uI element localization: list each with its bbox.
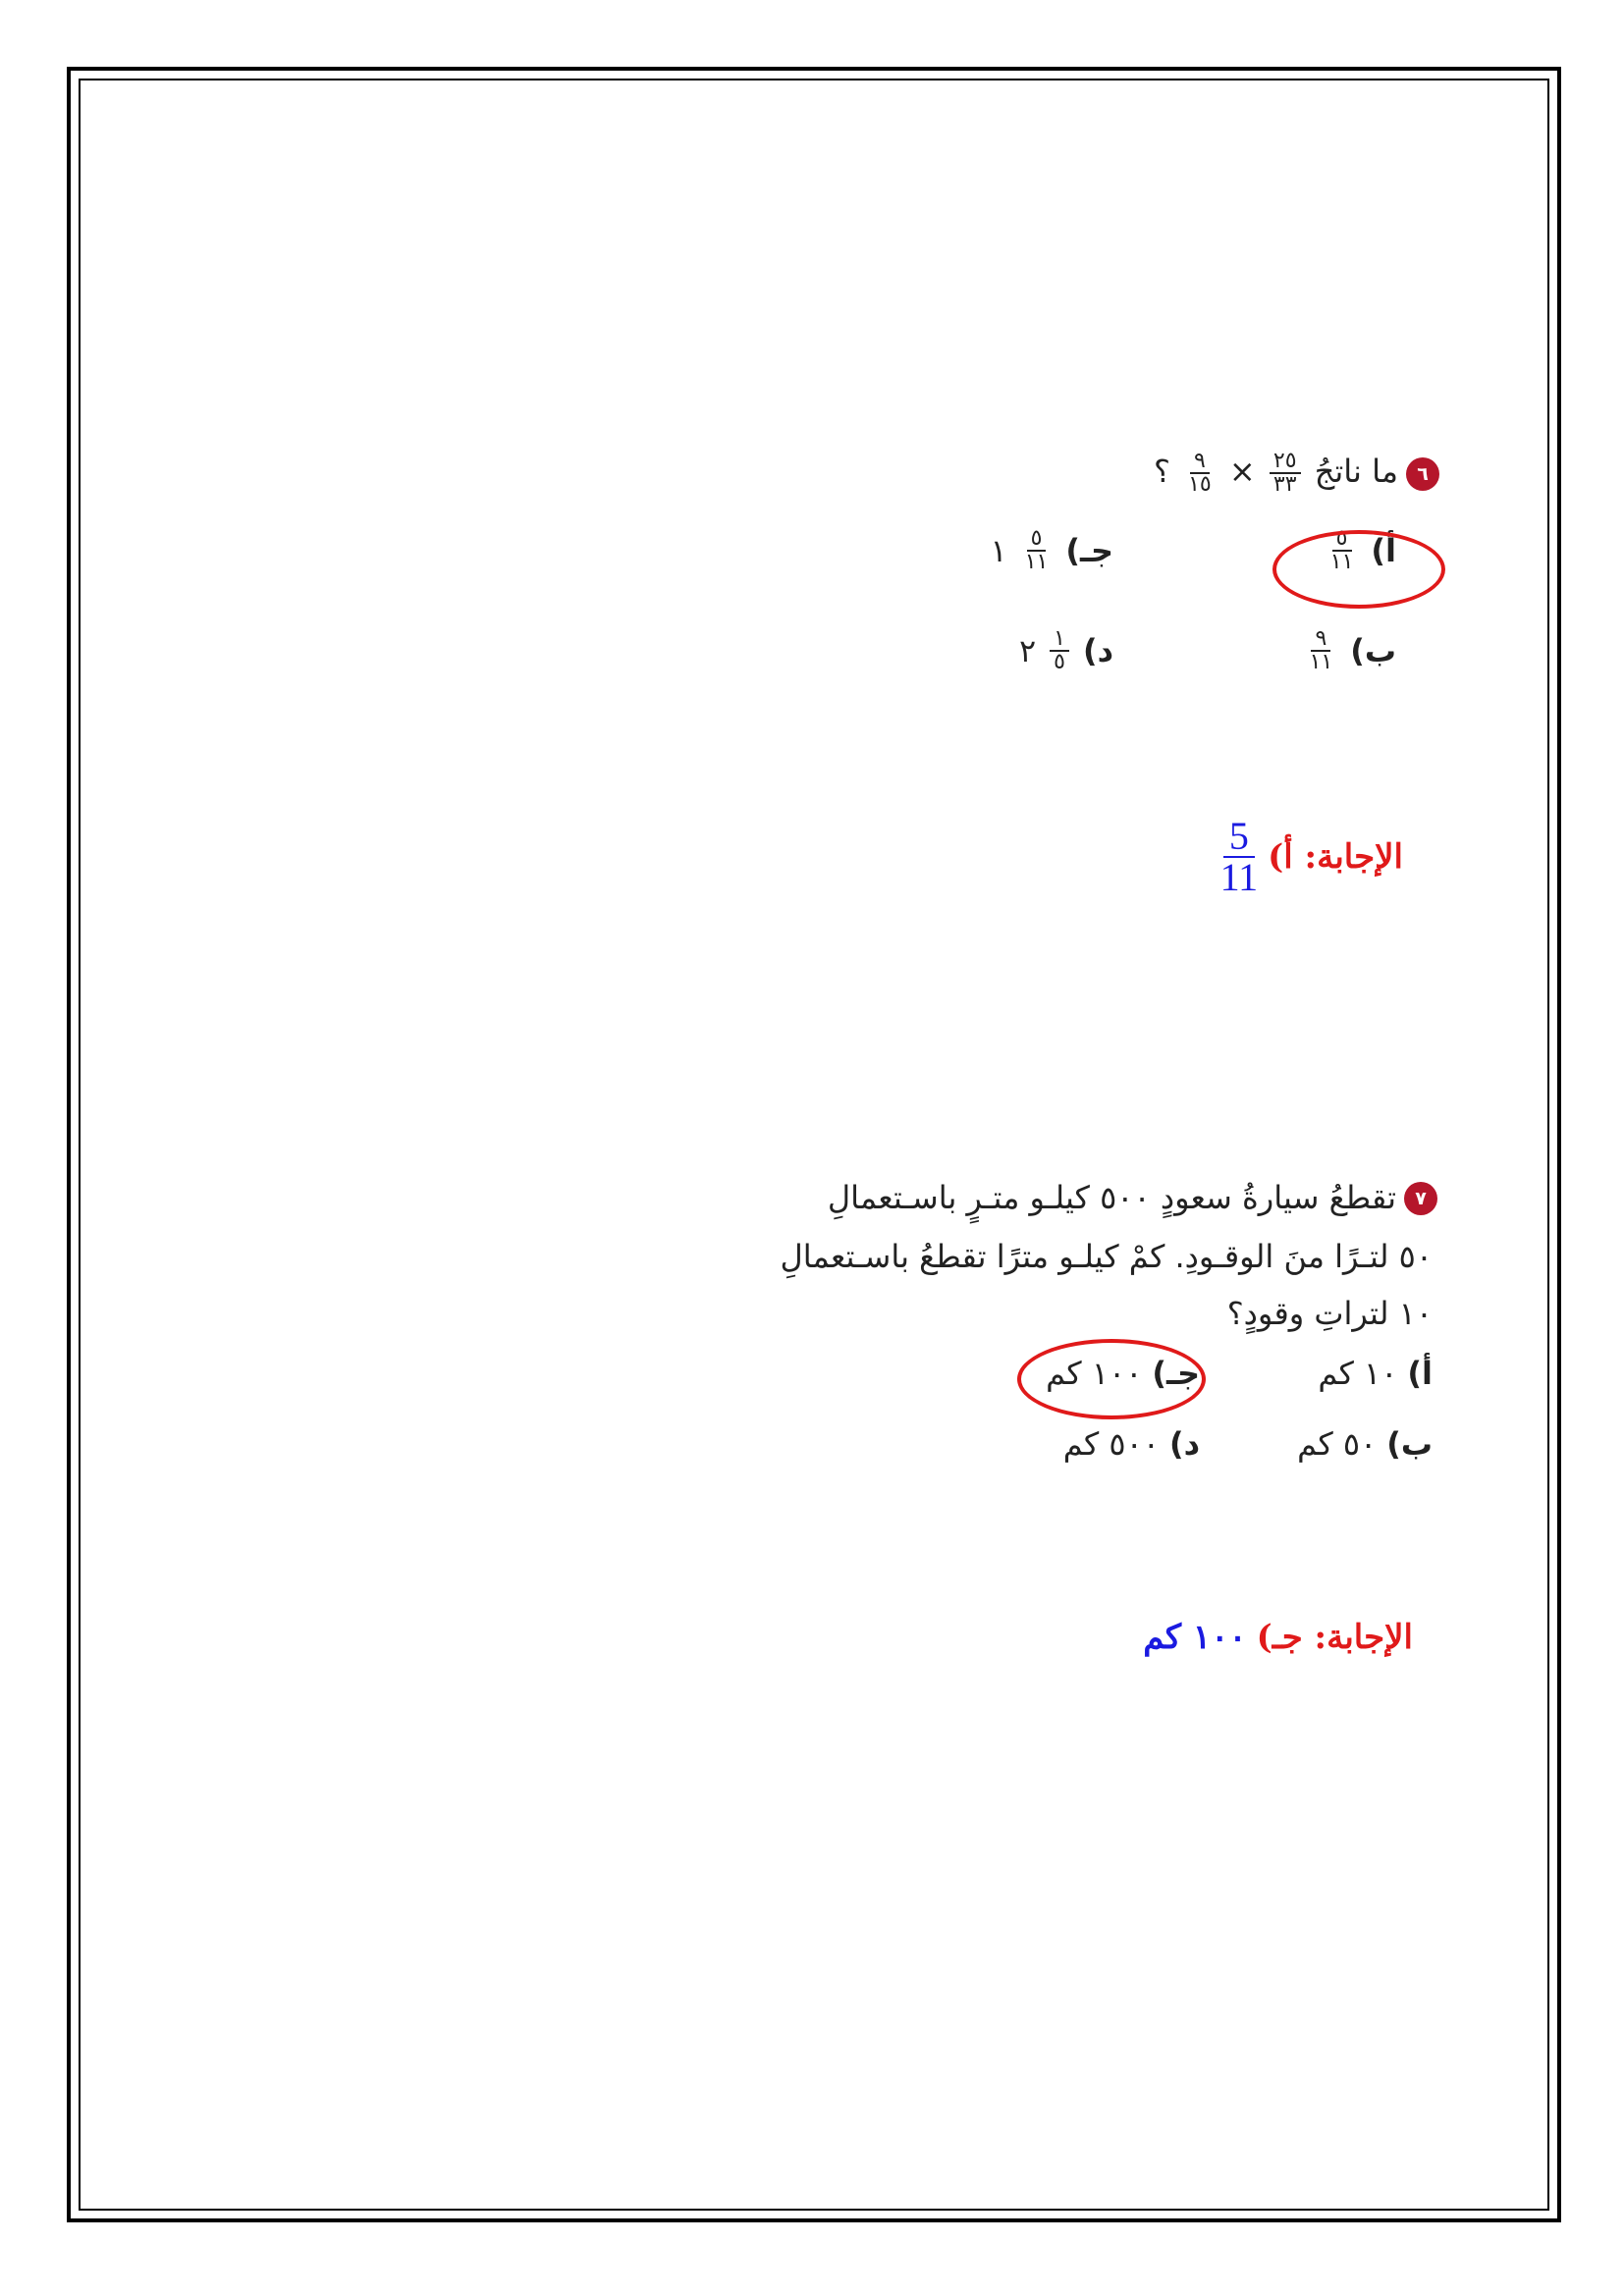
option-a-numerator: ٥ [1332,528,1352,552]
question-7-line-3 [1227,1284,1433,1343]
q7-option-c-text: ١٠٠ كم [1046,1355,1143,1392]
answer-fraction-q6 [1219,814,1259,899]
correct-answer-circle-q6 [1272,530,1445,609]
q7-option-d-label: د) [1168,1425,1200,1463]
question-7-option-b[interactable] [1297,1425,1433,1463]
q7-option-a-label: أ) [1407,1355,1433,1392]
question-7-line-1-text: تقطعُ سيارةُ سعودٍ ٥٠٠ كيلـو متـرٍ باسـتعمالِ [827,1179,1396,1216]
question-7-number: ٧ [1415,1188,1427,1209]
option-b-fraction [1306,628,1337,673]
question-6-fraction-1 [1270,451,1301,496]
question-7-line-2-text: ٥٠ لتـرًا منَ الوقـودِ. كمْ كيلـو مترًا تقطعُ باسـتعمالِ [780,1238,1433,1275]
option-c-fraction [1021,528,1053,573]
option-c-label: جـ) [1065,532,1113,569]
option-b-label: ب) [1350,632,1396,669]
answer-denominator: 11 [1219,855,1259,899]
option-b-numerator: ٩ [1311,628,1330,652]
q7-option-c-label: جـ) [1152,1355,1200,1392]
option-c-denominator: ١١ [1024,550,1049,574]
fraction-2-numerator: ٩ [1190,451,1210,474]
option-d-whole: ٢ [1018,632,1037,669]
q7-option-a-text: ١٠ كم [1318,1355,1398,1392]
option-c-whole: ١ [990,532,1007,569]
correct-answer-circle-q7 [1017,1339,1206,1419]
question-6-answer [1219,814,1403,899]
answer-numerator: 5 [1223,817,1255,858]
question-7-option-d[interactable] [1063,1425,1200,1463]
question-6-text [1154,442,1398,501]
q7-option-b-text: ٥٠ كم [1297,1425,1378,1463]
question-7-line-3-text: ١٠ لتراتِ وقودٍ؟ [1226,1295,1433,1332]
q7-option-d-text: ٥٠٠ كم [1062,1425,1160,1463]
q7-option-b-label: ب) [1386,1425,1433,1463]
option-c-numerator: ٥ [1027,528,1047,552]
option-d-denominator: ٥ [1054,650,1065,674]
fraction-2-denominator: ١٥ [1188,472,1212,497]
question-6-option-d[interactable] [1019,628,1113,673]
option-d-label: د) [1082,632,1113,669]
option-d-numerator: ١ [1050,628,1069,652]
answer-value-q7: ١٠٠ كم [1143,1618,1247,1657]
question-6-option-b[interactable] [1302,628,1396,673]
page-border-inner [79,79,1549,2211]
question-7-answer [1143,1618,1413,1657]
fraction-1-numerator: ٢٥ [1270,451,1301,474]
question-6-prefix: ما ناتجُ [1314,453,1398,490]
question-6-number-badge [1406,457,1439,491]
question-mark: ؟ [1153,453,1170,490]
option-b-denominator: ١١ [1309,650,1333,674]
fraction-1-denominator: ٣٣ [1272,472,1297,497]
question-6-number: ٦ [1417,463,1429,485]
option-a-label: أ) [1371,532,1396,569]
question-7-option-a[interactable] [1318,1355,1433,1392]
answer-label-q6: الإجابة: أ) [1268,837,1403,877]
question-6-option-c[interactable] [991,528,1113,573]
question-7-line-2 [781,1227,1433,1286]
question-7-line-1 [828,1168,1396,1227]
times-sign: × [1228,453,1256,490]
question-7-number-badge [1404,1182,1437,1215]
option-d-fraction [1050,628,1069,673]
question-6-fraction-2 [1184,451,1216,496]
answer-label-q7: الإجابة: جـ) [1256,1618,1413,1657]
option-a-denominator: ١١ [1329,550,1354,574]
